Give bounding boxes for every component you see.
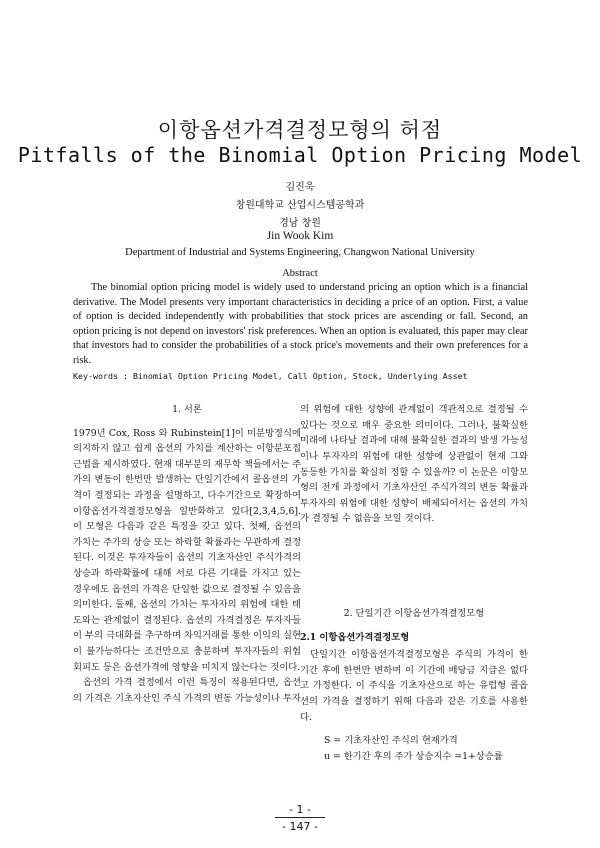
keywords-line: Key-words : Binomial Option Pricing Model, Call Option, Stock, Underlying Asset: [73, 371, 468, 381]
left-column: [73, 402, 301, 706]
author-name-korean: 김진욱: [285, 182, 315, 193]
abstract-heading: Abstract: [282, 268, 318, 279]
journal-page-number: - 147 -: [282, 820, 318, 833]
paper-title-korean: 이항옵션가격결정모형의 허점: [157, 118, 443, 142]
section-heading-introduction: 1. 서론: [172, 404, 202, 415]
abstract-text: The binomial option pricing model is widely used to understand pricing an option which is a financial derivative. The Model presents very important characteristics in deciding a price of an option. First, a value of option is decided independently with probabilities that stock prices are ascending or fall. Second, an option pricing is not depend on investors' risk preferences. When an option is evaluated, this paper may clear that investors had to consider the probabilities of a stock price's movements and their own preferences for a risk.: [73, 282, 528, 366]
abstract-block: [73, 281, 528, 369]
author-name-english: Jin Wook Kim: [266, 230, 334, 242]
footer-divider: [275, 817, 325, 818]
intro-continuation: [300, 402, 528, 598]
intro-paragraph-continued: 의 위험에 대한 성향에 관계없이 객관적으로 결정될 수 있다는 것으로 매우 중요한 의미이다. 그러나, 불확실한 미래에 나타날 결과에 대해 불확실한 결과의 발생 가능성이나 투자자의 위험에 대한 성향에 상관없이 현재 그와 동등한 가치를 확실히 정할 수 있을까? 이 논문은 이항모형의 전개 과정에서 기초자산인 주식가격의 변동 확률과 투자자의 위험에 대한 성향이 배제되어서는 옵션의 가치가 결정될 수 없음을 보일 것이다.: [300, 404, 528, 525]
intro-paragraph: 옵션의 가격 결정에서 이런 특징이 적용된다면, 옵션의 가격은 기초자산인 주식 가격의 변동 가능성이나 투자: [73, 677, 301, 704]
paper-title-english: Pitfalls of the Binomial Option Pricing Model: [17, 143, 583, 167]
section-heading-binomial-model: 2. 단일기간 이항옵션가격결정모형: [343, 608, 485, 619]
definition-s: S = 기초자산인 주식의 현재가격: [324, 735, 458, 747]
location-korean: 경남 창원: [279, 218, 321, 229]
model-paragraph: 단일기간 이항옵션가격결정모형은 주식의 가격이 한기간 후에 한번만 변하며 이 기간에 배당금 지급은 없다고 가정한다. 이 주식을 기초자산으로 하는 유럽형 콜옵션의 가격을 결정하기 위해 다음과 같은 기호를 사용한다.: [300, 649, 528, 723]
right-column: [300, 402, 528, 764]
intro-paragraph: 1979년 Cox, Ross 와 Rubinstein[1]이 미분방정식에 의지하지 않고 쉽게 옵션의 가치를 계산하는 이항분포접근법을 제시하였다. 현재 대부분의 재무학 책들에서는 주가의 변동이 한번만 발생하는 단일기간에서 콜옵션의 가격이 결정되는 과정을 설명하고, 다수기간으로 확장하여 이항옵션가격결정모형을 일반화하고 있다[2,3,4,5,6]. 이 모형은 다음과 같은 특징을 갖고 있다. 첫째, 옵션의 가치는 주가의 상승 또는 하락할 확률과는 무관하게 결정된다. 이것은 투자자들이 옵션의 기초자산인 주식가격의 상승과 하락확률에 대해 서로 다른 기대를 가지고 있는 경우에도 옵션의 가격은 단일한 값으로 결정될 수 있음을 의미한다. 둘째, 옵션의 가치는 투자자의 위험에 대한 태도와는 관계없이 결정된다. 옵션의 가격결정은 투자자들이 부의 극대화를 추구하며 차익거래를 통한 이익의 실현이 불가능하다는 조건만으로 충분하며 투자자들의 위험회피도 등은 옵션가격에 영향을 미치지 않는다는 것이다.: [73, 427, 301, 673]
page-number: - 1 -: [289, 803, 311, 816]
definition-u: u = 한기간 후의 주가 상승지수 =1+상승률: [324, 750, 503, 762]
affiliation-english: Department of Industrial and Systems Engineering, Changwon National University: [125, 247, 475, 258]
subsection-heading: 2.1 이항옵션가격결정모형: [300, 631, 410, 643]
affiliation-korean: 창원대학교 산업시스템공학과: [235, 200, 365, 211]
